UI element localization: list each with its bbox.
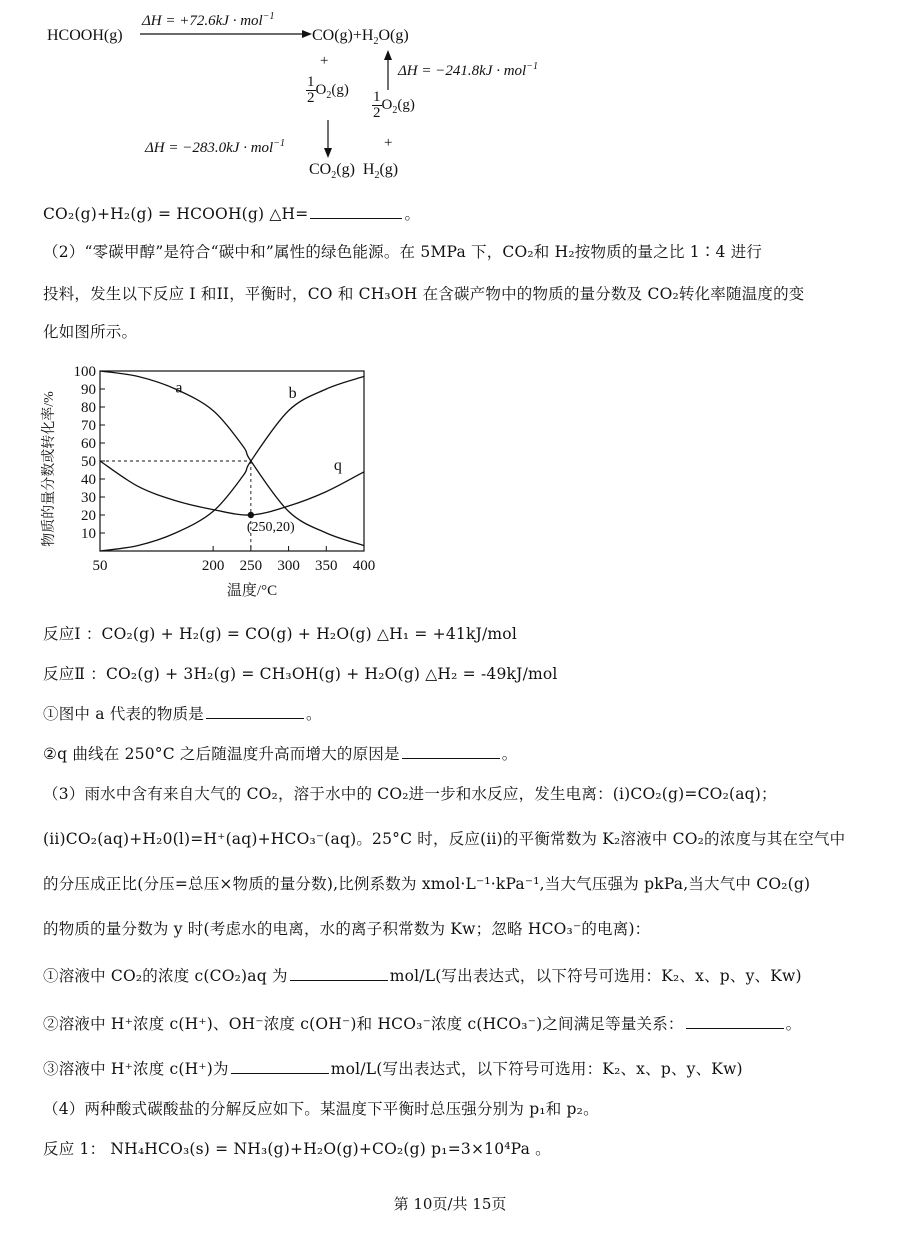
x-tick-label: 50 [92, 558, 108, 574]
series-line-q [100, 461, 364, 515]
reaction-2: 反应Ⅱ ：CO₂(g) + 3H₂(g) = CH₃OH(g) + H₂O(g) △H₂ = -49kJ/mol [43, 665, 558, 683]
equilibrium-chart [38, 355, 383, 605]
annotation-label: q [333, 457, 342, 474]
x-tick-label: 250 [239, 558, 263, 574]
x-tick-label: 400 [352, 558, 376, 574]
page-footer: 第 10页/共 15页 [393, 1195, 507, 1213]
dh-left-label: ΔH = −283.0kJ · mol$^{-1}$ [145, 138, 285, 156]
annotation-label: a [175, 379, 183, 397]
paragraph-3-line4: 的物质的量分数为 y 时(考虑水的电离，水的离子积常数为 Kw；忽略 HCO₃⁻的电离)： [43, 920, 651, 938]
y-tick-label: 100 [73, 364, 96, 380]
sub-question-3-2: ②溶液中 H⁺浓度 c(H⁺)、OH⁻浓度 c(OH⁻)和 HCO₃⁻浓度 c(HCO₃⁻)之间满足等量关系： 。 [43, 1015, 802, 1033]
sub-question-3-3: ③溶液中 H⁺浓度 c(H⁺)为 mol/L(写出表达式，以下符号可选用：K₂、x、p、y、Kw) [43, 1060, 743, 1078]
y-axis-title: 物质的量分数或转化率/% [42, 391, 57, 547]
annotation-label: (250,20) [246, 520, 295, 535]
plus-bottom: + [384, 135, 393, 151]
y-tick-label: 40 [81, 472, 96, 488]
paragraph-2-line2: 投料，发生以下反应 I 和II，平衡时，CO 和 CH₃OH 在含碳产物中的物质的量分数及 CO₂转化率随温度的变 [43, 285, 805, 303]
half-o2-right: $\frac{1}{2}$ $O_2(g)$ [373, 89, 415, 121]
co-h2o-label: $CO(g)+H_2O(g)$ [312, 27, 409, 48]
reaction-1: 反应Ⅰ ：CO₂(g) + H₂(g) = CO(g) + H₂O(g) △H₁ = +41kJ/mol [43, 625, 517, 643]
sub-question-3-1: ①溶液中 CO₂的浓度 c(CO₂)aq 为 mol/L(写出表达式，以下符号可选用：K₂、x、p、y、Kw) [43, 967, 802, 985]
x-axis-title: 温度/°C [226, 583, 278, 599]
y-tick-label: 10 [81, 526, 96, 542]
question-1-line: CO₂(g)+H₂(g) = HCOOH(g) △H= 。 [43, 205, 421, 223]
x-tick-label: 200 [201, 558, 225, 574]
co2-h2-label: $CO_2(g)$ $H_2(g)$ [309, 161, 399, 182]
y-tick-label: 70 [81, 418, 96, 434]
dh-right-label: ΔH = −241.8kJ · mol$^{-1}$ [398, 61, 538, 79]
y-tick-label: 60 [81, 436, 96, 452]
half-o2-left: $\frac{1}{2}$ $O_2(g)$ [307, 74, 349, 106]
sub-question-2: ②q 曲线在 250°C 之后随温度升高而增大的原因是 。 [43, 745, 518, 763]
point-marker [248, 512, 254, 518]
paragraph-2-line1: （2）“零碳甲醇”是符合“碳中和”属性的绿色能源。在 5MPa 下，CO₂和 H₂按物质的量之比 1∶4 进行 [43, 243, 763, 261]
dh-top-label: ΔH = +72.6kJ · mol$^{-1}$ [142, 11, 275, 29]
series-line-b [100, 376, 364, 551]
down-arrow [322, 120, 334, 158]
x-tick-label: 300 [277, 558, 300, 574]
reaction-rx1: 反应 1： NH₄HCO₃(s) = NH₃(g)+H₂O(g)+CO₂(g) p₁=3×10⁴Pa 。 [43, 1140, 551, 1158]
sub-question-1: ①图中 a 代表的物质是 。 [43, 705, 322, 723]
paragraph-4: （4）两种酸式碳酸盐的分解反应如下。某温度下平衡时总压强分别为 p₁和 p₂。 [43, 1100, 599, 1118]
hcooh-label: HCOOH(g) [47, 27, 123, 44]
x-tick-label: 350 [315, 558, 338, 574]
paragraph-3-line1: （3）雨水中含有来自大气的 CO₂，溶于水中的 CO₂进一步和水反应，发生电离：(i)CO₂(g)=CO₂(aq)； [43, 785, 777, 803]
paragraph-3-line3: 的分压成正比(分压=总压×物质的量分数),比例系数为 xmol·L⁻¹·kPa⁻¹,当大气压强为 pkPa,当大气中 CO₂(g) [43, 875, 811, 893]
paragraph-3-line2: (ii)CO₂(aq)+H₂0(l)=H⁺(aq)+HCO₃⁻(aq)。25°C 时，反应(ii)的平衡常数为 K₂溶液中 CO₂的浓度与其在空气中 [43, 830, 846, 848]
annotation-label: b [288, 385, 297, 402]
y-tick-label: 50 [81, 454, 96, 470]
y-tick-label: 20 [81, 508, 96, 524]
y-tick-label: 90 [81, 382, 96, 398]
y-tick-label: 30 [81, 490, 96, 506]
y-tick-label: 80 [81, 400, 96, 416]
up-arrow [382, 50, 394, 90]
forward-arrow [140, 28, 312, 40]
series-line-a [100, 371, 364, 546]
paragraph-2-line3: 化如图所示。 [43, 323, 138, 341]
plus-top: + [320, 53, 329, 69]
